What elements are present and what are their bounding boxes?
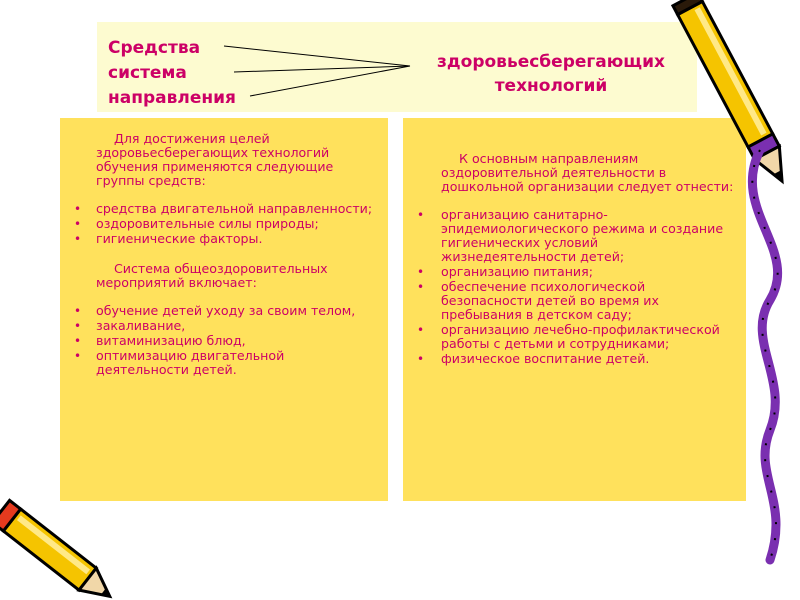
- list-item: [74, 232, 374, 246]
- bullet-icon: •: [74, 349, 82, 363]
- header-left-line: Средства: [108, 38, 201, 58]
- list-item-text: оптимизацию двигательной деятельности детей.: [96, 348, 285, 377]
- list-item: [417, 208, 734, 264]
- bullet-icon: •: [74, 217, 82, 231]
- list-item-text: гигиенические факторы.: [96, 231, 263, 246]
- list-item: [74, 349, 374, 377]
- list-item: [417, 265, 734, 279]
- bullet-icon: •: [417, 208, 425, 222]
- list-item-text: физическое воспитание детей.: [441, 351, 650, 366]
- bullet-icon: •: [74, 232, 82, 246]
- bullet-icon: •: [74, 202, 82, 216]
- list-item-text: обучение детей уходу за своим телом,: [96, 303, 356, 318]
- bullet-icon: •: [74, 304, 82, 318]
- header-right-line: технологий: [494, 76, 608, 96]
- list-item: [74, 319, 374, 333]
- header-right-line: здоровьесберегающих: [437, 52, 665, 72]
- right-panel: [403, 118, 746, 501]
- bullet-icon: •: [417, 323, 425, 337]
- list-item: [74, 334, 374, 348]
- header-left-line: направления: [108, 88, 236, 108]
- list-item-text: закаливание,: [96, 318, 186, 333]
- bullet-icon: •: [74, 319, 82, 333]
- connector-line-top: [224, 46, 410, 66]
- list-item-text: оздоровительные силы природы;: [96, 216, 319, 231]
- left-intro: Для достижения целей здоровьесберегающих технологий обучения применяются следующие группы средств:: [96, 131, 334, 188]
- list-item-text: средства двигательной направленности;: [96, 201, 373, 216]
- header-right-title: [420, 50, 682, 98]
- list-item-text: организацию питания;: [441, 264, 593, 279]
- bullet-icon: •: [417, 352, 425, 366]
- bullet-icon: •: [74, 334, 82, 348]
- right-intro: К основным направлениям оздоровительной деятельности в дошкольной организации следует отнести:: [441, 151, 734, 194]
- list-item: [417, 323, 734, 351]
- left-intro-2: Система общеоздоровительных мероприятий включает:: [96, 261, 328, 290]
- list-item-text: организацию лечебно-профилактической работы с детьми и сотрудниками;: [441, 322, 720, 351]
- list-item-text: витаминизацию блюд,: [96, 333, 246, 348]
- header-left-line: система: [108, 63, 187, 83]
- left-list-measures: [74, 304, 374, 377]
- left-list-means: [74, 202, 374, 246]
- bullet-icon: •: [417, 265, 425, 279]
- left-panel: [60, 118, 388, 501]
- list-item: [74, 217, 374, 231]
- list-item: [74, 202, 374, 216]
- list-item-text: обеспечение психологической безопасности детей во время их пребывания в детском саду;: [441, 279, 659, 322]
- list-item-text: организацию санитарно-эпидемиологического режима и создание гигиенических условий жизнедеятельности детей;: [441, 207, 724, 264]
- list-item: [74, 304, 374, 318]
- bullet-icon: •: [417, 280, 425, 294]
- list-item: [417, 352, 734, 366]
- list-item: [417, 280, 734, 322]
- right-list-directions: [417, 208, 734, 366]
